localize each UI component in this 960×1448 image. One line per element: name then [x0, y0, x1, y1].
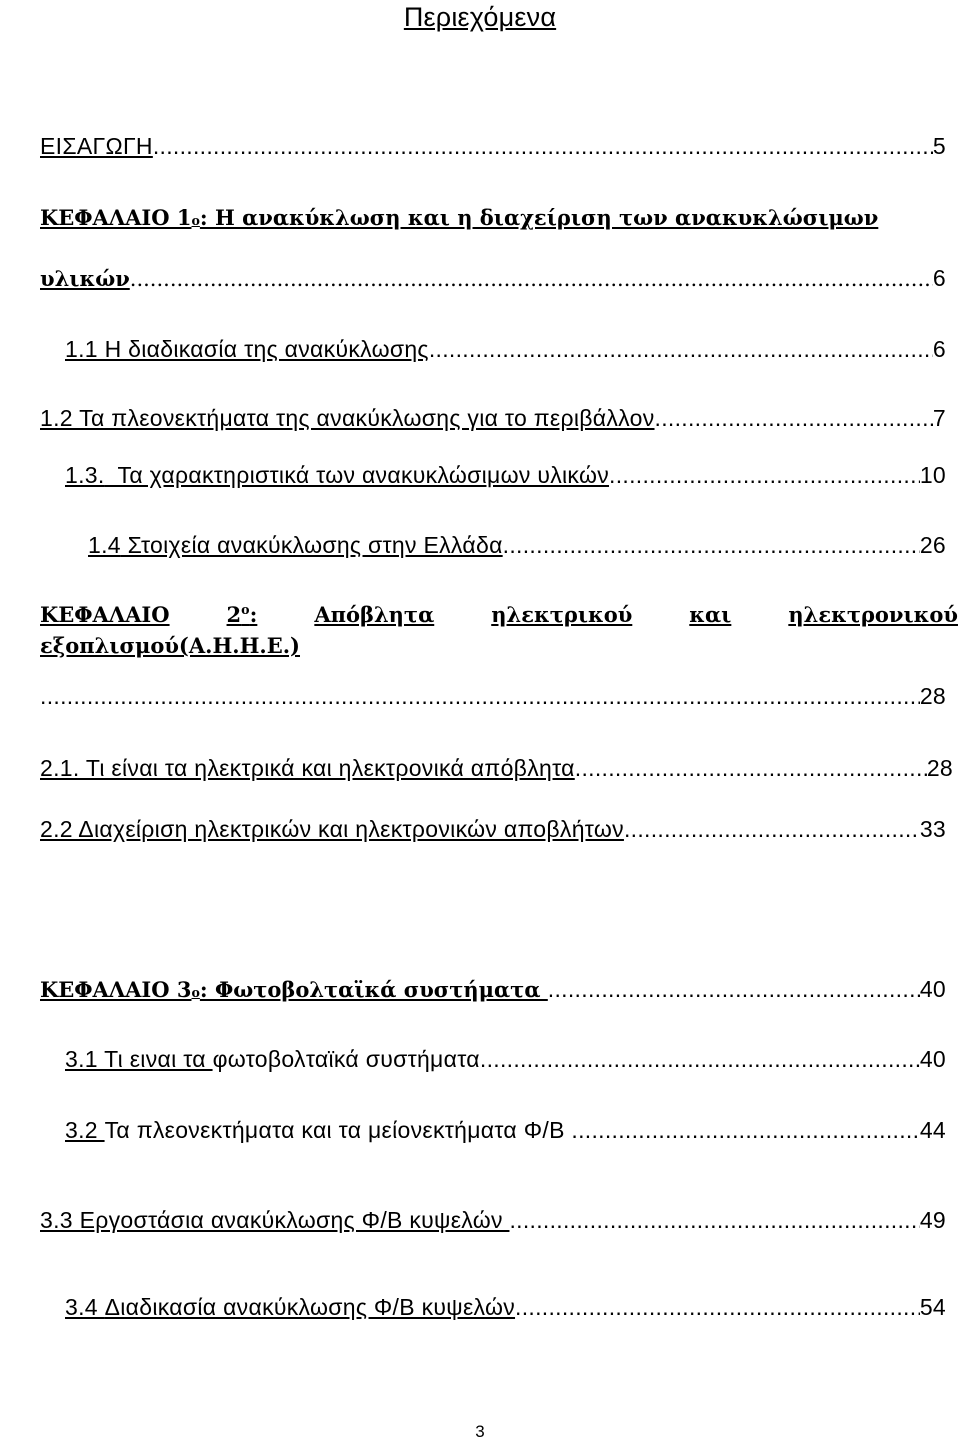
toc-entry-label: Τα χαρακτηριστικά των ανακυκλώσιμων υλικών — [104, 462, 610, 488]
toc-entry-1-2[interactable] — [40, 405, 946, 432]
chapter-1-title-cont: υλικών — [40, 266, 130, 291]
toc-page-number: 7 — [932, 405, 946, 431]
toc-chapter-1-continuation[interactable] — [40, 265, 946, 292]
toc-page-number: 5 — [932, 133, 946, 159]
toc-entry-number: 1.3. — [65, 462, 105, 488]
chapter-3-title: : Φωτοβολταϊκά συστήματα — [199, 977, 548, 1002]
chapter-2-title-cont: εξοπλισμού(Α.Η.Η.Ε.) — [40, 633, 300, 658]
chapter-2-word: ΚΕΦΑΛΑΙΟ — [40, 602, 170, 627]
toc-entry-number: 3.4 — [65, 1294, 105, 1320]
toc-entry-3-4[interactable] — [65, 1294, 946, 1321]
toc-leader-dots — [515, 1294, 920, 1321]
toc-entry-intro[interactable] — [40, 133, 946, 160]
toc-entry-label: 1.2 Τα πλεονεκτήματα της ανακύκλωσης για το περιβάλλον — [40, 405, 655, 431]
chapter-3-prefix: ΚΕΦΑΛΑΙΟ 3 — [40, 977, 192, 1002]
toc-page-number: 26 — [919, 532, 946, 558]
toc-leader-dots — [480, 1046, 920, 1073]
chapter-2-word: ηλεκτρονικού — [788, 602, 958, 627]
toc-leader-dots — [130, 267, 933, 291]
toc-leader-dots — [548, 976, 920, 1003]
chapter-2-word: Απόβλητα — [314, 602, 435, 627]
toc-leader-dots — [609, 462, 920, 489]
toc-leader-dots — [40, 683, 920, 710]
toc-page-number: 6 — [932, 265, 946, 291]
chapter-2-word: και — [689, 602, 732, 627]
toc-chapter-2-continuation[interactable] — [40, 633, 300, 658]
toc-leader-dots — [509, 1207, 919, 1234]
toc-leader-dots — [655, 405, 933, 432]
toc-page-number: 54 — [919, 1294, 946, 1320]
toc-entry-label: Διαδικασία ανακύκλωσης Φ/Β κυψελών — [104, 1294, 516, 1320]
toc-entry-1-3[interactable] — [65, 462, 946, 489]
toc-entry-3-3[interactable] — [40, 1207, 946, 1234]
toc-page-number: 10 — [919, 462, 946, 488]
chapter-2-number: $2^o$: — [226, 602, 258, 627]
toc-leader-dots — [575, 755, 927, 782]
toc-chapter-2-page-line[interactable] — [40, 683, 946, 710]
toc-entry-number: 1.4 — [88, 532, 121, 558]
toc-entry-label: ΕΙΣΑΓΩΓΗ — [40, 133, 153, 159]
toc-entry-label: Στοιχεία ανακύκλωσης στην Ελλάδα — [120, 532, 503, 558]
toc-leader-dots — [571, 1117, 919, 1144]
toc-entry-label: 2.2 Διαχείριση ηλεκτρικών και ηλεκτρονικών αποβλήτων — [40, 816, 624, 842]
toc-page-number: 6 — [932, 336, 946, 362]
toc-entry-label: 1.1 Η διαδικασία της ανακύκλωσης — [65, 336, 429, 362]
toc-page-number: 44 — [919, 1117, 946, 1143]
page-title: Περιεχόμενα — [403, 2, 557, 32]
toc-entry-label: 2.1. Τι είναι τα ηλεκτρικά και ηλεκτρονικά απόβλητα — [40, 755, 575, 781]
toc-entry-3-1[interactable] — [65, 1046, 946, 1073]
toc-entry-number: 3.1 Τι ειναι τα — [65, 1046, 213, 1072]
page-footer-number: 3 — [475, 1422, 485, 1441]
chapter-1-title: : Η ανακύκλωση και η διαχείριση των ανακυκλώσιμων — [199, 205, 879, 230]
chapter-1-prefix: ΚΕΦΑΛΑΙΟ 1 — [40, 205, 192, 230]
toc-entry-3-2[interactable] — [65, 1117, 946, 1144]
toc-leader-dots — [429, 336, 933, 363]
toc-page-number: 40 — [919, 1046, 946, 1072]
toc-chapter-2-heading[interactable] — [40, 602, 958, 627]
toc-entry-label: Τα πλεονεκτήματα και τα μείονεκτήματα Φ/Β — [104, 1117, 572, 1143]
toc-entry-label: 3.3 Εργοστάσια ανακύκλωσης Φ/Β κυψελών — [40, 1207, 510, 1233]
chapter-2-word: ηλεκτρικού — [491, 602, 633, 627]
toc-page-number: 40 — [919, 976, 946, 1002]
toc-entry-2-2[interactable] — [40, 816, 946, 843]
toc-leader-dots — [153, 133, 933, 160]
toc-entry-2-1[interactable] — [40, 755, 953, 782]
toc-entry-label: φωτοβολταϊκά συστήματα — [212, 1046, 480, 1072]
toc-leader-dots — [503, 532, 920, 559]
toc-entry-1-4[interactable] — [88, 532, 946, 559]
toc-page-number: 33 — [919, 816, 946, 842]
toc-entry-1-1[interactable] — [65, 336, 946, 363]
toc-page-number: 28 — [926, 755, 953, 781]
toc-page-number: 49 — [919, 1207, 946, 1233]
toc-entry-number: 3.2 — [65, 1117, 105, 1143]
toc-page-number: 28 — [919, 683, 946, 709]
toc-chapter-1-heading[interactable]: ΚΕΦΑΛΑΙΟ 1 ο : Η ανακύκλωση και η διαχείριση των ανακυκλώσιμων — [40, 205, 879, 230]
toc-leader-dots — [624, 816, 920, 843]
toc-chapter-3-heading[interactable]: ΚΕΦΑΛΑΙΟ 3 ο : Φωτοβολταϊκά συστήματα ..... 40 — [40, 976, 946, 1003]
